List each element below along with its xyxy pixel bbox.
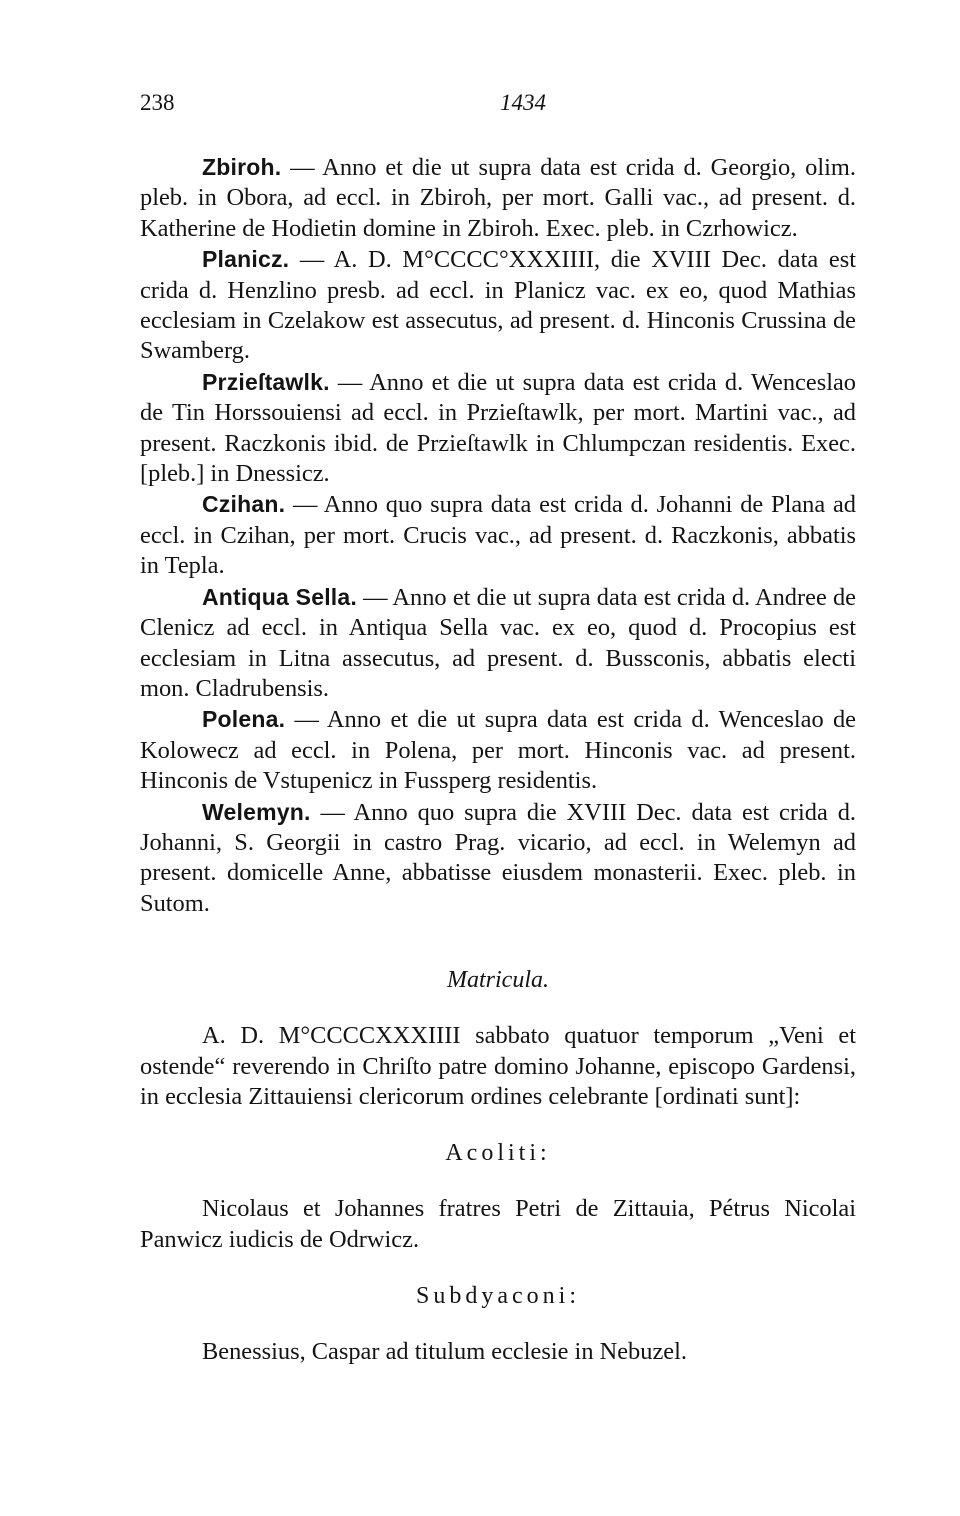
entry-text: — Anno quo supra data est crida d. Johanni de Plana ad eccl. in Czihan, per mort. Crucis vac., ad present. d. Raczkonis, abbatis in Tepla.	[140, 491, 856, 580]
entry-head: Polena.	[202, 706, 286, 733]
entry-text: — Anno et die ut supra data est crida d. Wenceslao de Tin Horssouiensi ad eccl. in Przieſtawlk, per mort. Martini vac., ad present. Raczkonis ibid. de Przieſtawlk in Chlumpczan residentis. Exec. [pleb.] in Dnessicz.	[140, 368, 856, 488]
entry-text: — A. D. M°CCCC°XXXIIII, die XVIII Dec. data est crida d. Henzlino presb. ad eccl. in Planicz vac. ex eo, quod Mathias ecclesiam in Czelakow est assecutus, ad present. d. Hinconis Crussina de Swamberg.	[140, 246, 856, 365]
entry-planicz	[140, 244, 856, 367]
entry-polena	[140, 704, 856, 796]
running-year: 1434	[500, 90, 546, 115]
acoliti-text: Nicolaus et Johannes fratres Petri de Zittauia, Pétrus Nicolai Panwicz iudicis de Odrwicz.	[140, 1195, 856, 1253]
entry-czihan	[140, 489, 856, 581]
entry-head: Czihan.	[202, 491, 286, 518]
entry-head: Antiqua Sella.	[202, 583, 357, 610]
entry-head: Welemyn.	[202, 798, 311, 825]
entry-head: Zbiroh.	[202, 154, 282, 180]
entry-head: Przieſtawlk.	[202, 368, 330, 395]
entry-text: — Anno quo supra die XVIII Dec. data est crida d. Johanni, S. Georgii in castro Prag. vicario, ad eccl. in Welemyn ad present. domicelle Anne, abbatisse eiusdem monasterii. Exec. pleb. in Sutom.	[140, 798, 856, 917]
entry-text: — Anno et die ut supra data est crida d. Andree de Clenicz ad eccl. in Antiqua Sella vac. ex eo, quod d. Procopius est ecclesiam in Litna assecutus, ad present. d. Bussconis, abbatis electi mon. Cladrubensis.	[140, 583, 856, 702]
entry-text: — Anno et die ut supra data est crida d. Georgio, olim. pleb. in Obora, ad eccl. in Zbiroh, per mort. Galli vac., ad present. d. Katherine de Hodietin domine in Zbiroh. Exec. pleb. in Czrhowicz.	[140, 154, 856, 242]
section-title-matricula: Matricula.	[447, 967, 549, 994]
entry-welemyn	[140, 797, 856, 920]
entry-antiqua-sella	[140, 582, 856, 705]
entry-text: — Anno et die ut supra data est crida d. Wenceslao de Kolowecz ad eccl. in Polena, per mort. Hinconis vac. ad present. Hinconis de Vstupenicz in Fussperg residentis.	[140, 706, 856, 795]
book-page	[140, 90, 856, 1368]
subheading-subdyaconi: Subdyaconi:	[416, 1283, 580, 1310]
page-number: 238	[140, 90, 175, 115]
running-head	[140, 90, 856, 130]
entry-zbiroh	[140, 152, 856, 244]
matricula-intro: A. D. M°CCCCXXXIIII sabbato quatuor temporum „Veni et ostende“ reverendo in Chriſto patre domino Johanne, episcopo Gardensi, in ecclesia Zittauiensi clericorum ordines celebrante [ordinati sunt]:	[140, 1022, 856, 1110]
subheading-acoliti: Acoliti:	[445, 1140, 551, 1167]
entry-head: Planicz.	[202, 246, 290, 273]
entry-przieslawlk	[140, 367, 856, 490]
subdyaconi-text: Benessius, Caspar ad titulum ecclesie in Nebuzel.	[202, 1338, 687, 1366]
